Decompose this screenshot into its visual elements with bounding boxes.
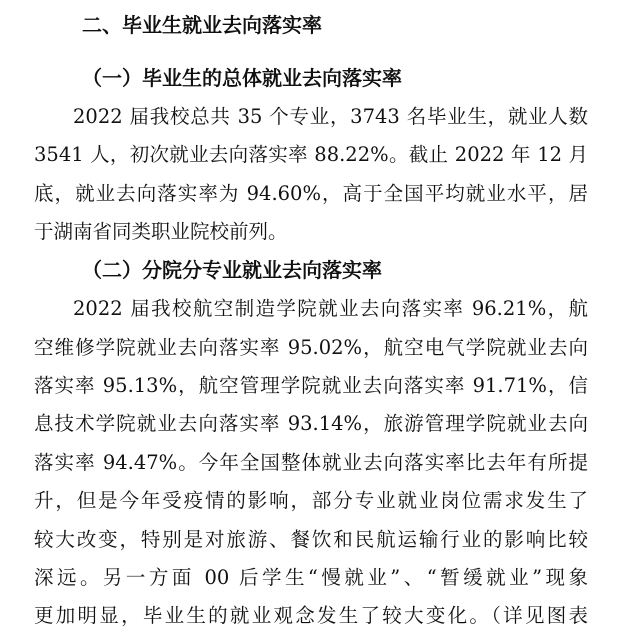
paragraph-overall-line-4: 于湖南省同类职业院校前列。 [34,220,288,243]
paragraph-college-line-8: 深远。另一方面 00 后学生“慢就业”、“暂缓就业”现象 [34,566,588,589]
paragraph-college-line-9: 更加明显，毕业生的就业观念发生了较大变化。（详见图表 [34,604,588,627]
paragraph-overall-line-1: 2022 届我校总共 35 个专业，3743 名毕业生，就业人数 [73,105,588,128]
paragraph-college-line-1: 2022 届我校航空制造学院就业去向落实率 96.21%，航 [73,297,588,320]
paragraph-college-line-6: 升，但是今年受疫情的影响，部分专业就业岗位需求发生了 [34,489,588,512]
paragraph-college-line-3: 落实率 95.13%，航空管理学院就业去向落实率 91.71%，信 [34,374,588,397]
paragraph-overall-line-2: 3541 人，初次就业去向落实率 88.22%。截止 2022 年 12 月 [34,143,588,166]
paragraph-overall-line-3: 底，就业去向落实率为 94.60%，高于全国平均就业水平，居 [34,182,588,205]
paragraph-college-line-5: 落实率 94.47%。今年全国整体就业去向落实率比去年有所提 [34,451,588,474]
subsection-heading-overall: （一）毕业生的总体就业去向落实率 [82,66,402,90]
paragraph-college-line-2: 空维修学院就业去向落实率 95.02%，航空电气学院就业去向 [34,336,588,359]
section-heading: 二、毕业生就业去向落实率 [82,13,322,37]
paragraph-college-line-4: 息技术学院就业去向落实率 93.14%，旅游管理学院就业去向 [34,412,588,435]
subsection-heading-by-college: （二）分院分专业就业去向落实率 [82,258,382,282]
paragraph-college-line-7: 较大改变，特别是对旅游、餐饮和民航运输行业的影响比较 [34,528,588,551]
